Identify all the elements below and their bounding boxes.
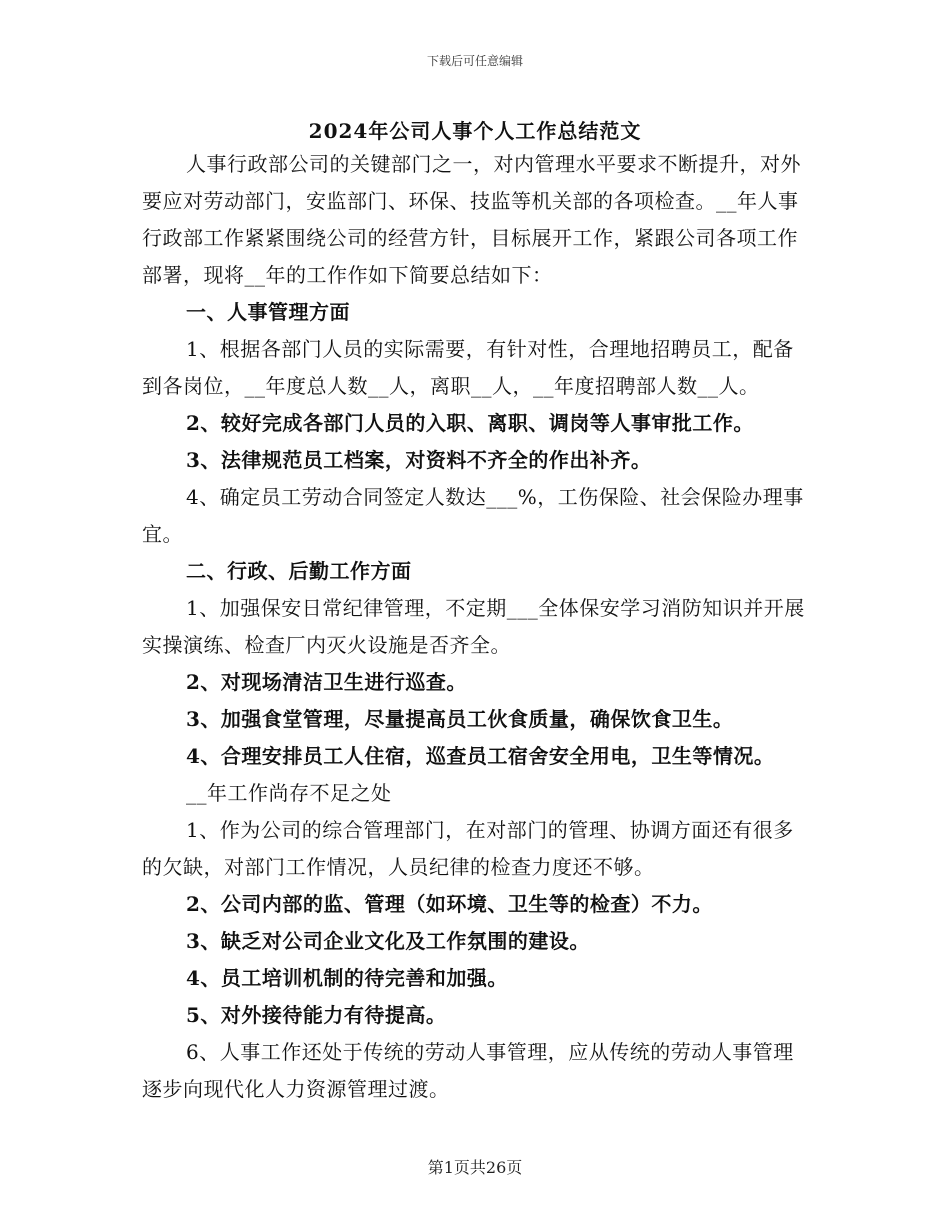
shortcoming-item-5: 5、对外接待能力有待提高。 xyxy=(186,1003,447,1027)
shortcoming-item-2: 2、公司内部的监、管理（如环境、卫生等的检查）不力。 xyxy=(186,892,713,916)
shortcoming-item-3: 3、缺乏对公司企业文化及工作氛围的建设。 xyxy=(186,929,590,953)
personnel-item-4: 4、确定员工劳动合同签定人数达___%，工伤保险、社会保险办理事宜。 xyxy=(142,485,804,546)
document-title: 2024年公司人事个人工作总结范文 xyxy=(308,119,642,143)
shortcoming-item-6: 6、人事工作还处于传统的劳动人事管理，应从传统的劳动人事管理逐步向现代化人力资源管理过渡。 xyxy=(142,1040,794,1101)
shortcoming-item-4: 4、员工培训机制的待完善和加强。 xyxy=(186,966,508,990)
admin-item-1: 1、加强保安日常纪律管理，不定期___全体保安学习消防知识并开展实操演练、检查厂内灭火设施是否齐全。 xyxy=(142,596,805,657)
section-heading-admin: 二、行政、后勤工作方面 xyxy=(186,559,412,583)
section-heading-shortcomings: __年工作尚存不足之处 xyxy=(186,781,392,805)
personnel-item-1: 1、根据各部门人员的实际需要，有针对性，合理地招聘员工，配备到各岗位，__年度总人数__人，离职__人，__年度招聘部人数__人。 xyxy=(142,337,794,398)
shortcoming-item-1: 1、作为公司的综合管理部门，在对部门的管理、协调方面还有很多的欠缺，对部门工作情况，人员纪律的检查力度还不够。 xyxy=(142,818,794,879)
admin-item-2: 2、对现场清洁卫生进行巡查。 xyxy=(186,670,467,694)
personnel-item-2: 2、较好完成各部门人员的入职、离职、调岗等人事审批工作。 xyxy=(186,411,754,435)
admin-item-4: 4、合理安排员工人住宿，巡查员工宿舍安全用电，卫生等情况。 xyxy=(186,744,775,768)
section-heading-personnel: 一、人事管理方面 xyxy=(186,300,350,324)
personnel-item-3: 3、法律规范员工档案，对资料不齐全的作出补齐。 xyxy=(186,448,652,472)
admin-item-3: 3、加强食堂管理，尽量提高员工伙食质量，确保饮食卫生。 xyxy=(186,707,734,731)
intro-paragraph: 人事行政部公司的关键部门之一，对内管理水平要求不断提升，对外要应对劳动部门，安监部门、环保、技监等机关部的各项检查。__年人事行政部工作紧紧围绕公司的经营方针，目标展开工作，紧跟公司各项工作部署，现将__年的工作作如下简要总结如下： xyxy=(142,152,801,287)
document-body xyxy=(142,146,810,1108)
page-number-footer: 第1页共26页 xyxy=(427,1158,523,1177)
page-header-note: 下载后可任意编辑 xyxy=(426,54,523,68)
